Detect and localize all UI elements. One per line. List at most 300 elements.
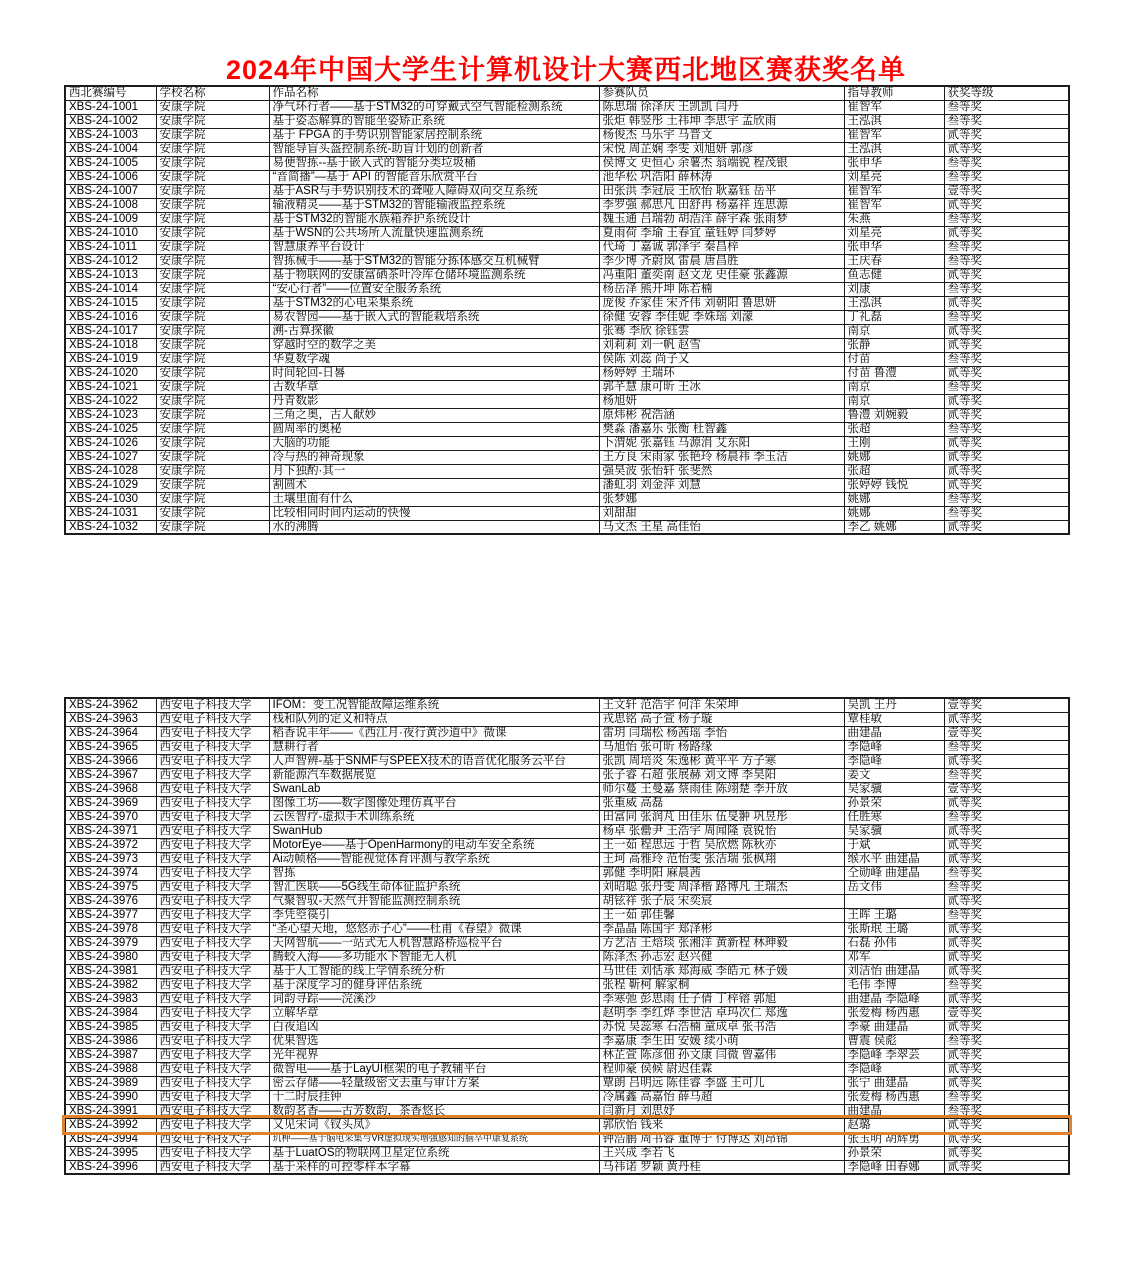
cell-school: 西安电子科技大学 [156,1090,269,1104]
table-row [65,1020,1069,1034]
cell-team-members: 郭芊慧 康可昕 王冰 [599,380,844,394]
table-row [65,894,1069,908]
cell-school: 西安电子科技大学 [156,1020,269,1034]
cell-entry-id: XBS-24-1020 [65,366,156,380]
cell-work-title: 十二时辰挂钟 [269,1090,599,1104]
cell-advisors: 曲建晶 李隐峰 [844,992,944,1006]
cell-entry-id: XBS-24-3975 [65,880,156,894]
table-row [65,754,1069,768]
cell-team-members: 魏玉通 吕瑞勃 胡浩洋 薛宇森 张雨梦 [599,212,844,226]
cell-work-title: 基于 FPGA 的手势识别智能家居控制系统 [269,128,599,142]
table-row [65,310,1069,324]
cell-entry-id: XBS-24-3966 [65,754,156,768]
cell-advisors: 仝勋峰 曲建晶 [844,866,944,880]
cell-advisors: 李隐峰 田春娜 [844,1160,944,1174]
cell-school: 西安电子科技大学 [156,1104,269,1118]
cell-work-title: 栈和队列的定义和特点 [269,712,599,726]
cell-entry-id: XBS-24-1025 [65,422,156,436]
cell-work-title: 净气环行者——基于STM32的可穿戴式空气智能检测系统 [269,100,599,114]
cell-award-level: 贰等奖 [944,478,1069,492]
cell-work-title: 时间轮回-日晷 [269,366,599,380]
cell-work-title: 数韵茗香——古芳数韵，茶香悠长 [269,1104,599,1118]
cell-school: 西安电子科技大学 [156,810,269,824]
cell-work-title: 稻香说丰年——《西江月·夜行黄沙道中》微课 [269,726,599,740]
cell-work-title: 水的沸腾 [269,520,599,534]
table-row [65,838,1069,852]
cell-award-level: 贰等奖 [944,712,1069,726]
cell-advisors: 覃桂敏 [844,712,944,726]
cell-team-members: 王一茹 程思远 于哲 吴欣燃 陈秋亦 [599,838,844,852]
table-row [65,1048,1069,1062]
cell-work-title: 溯-古算探徽 [269,324,599,338]
cell-school: 西安电子科技大学 [156,950,269,964]
cell-advisors: 姚娜 [844,450,944,464]
cell-work-title: 输液精灵——基于STM32的智能输液监控系统 [269,198,599,212]
table-row [65,1104,1069,1118]
table-row [65,1160,1069,1174]
cell-entry-id: XBS-24-3992 [65,1118,156,1132]
table-row [65,810,1069,824]
cell-advisors: 张爱梅 杨西惠 [844,1006,944,1020]
cell-school: 西安电子科技大学 [156,824,269,838]
cell-work-title: “音简播”—基于 API 的智能音乐欣赏平台 [269,170,599,184]
cell-award-level: 壹等奖 [944,1006,1069,1020]
cell-award-level: 叁等奖 [944,310,1069,324]
cell-award-level: 贰等奖 [944,1076,1069,1090]
cell-entry-id: XBS-24-1017 [65,324,156,338]
cell-entry-id: XBS-24-1015 [65,296,156,310]
cell-team-members: 胡铉祥 张子辰 宋奕宸 [599,894,844,908]
cell-entry-id: XBS-24-1010 [65,226,156,240]
cell-entry-id: XBS-24-1019 [65,352,156,366]
cell-school: 安康学院 [156,436,269,450]
cell-work-title: 密云存储——轻量级密文去重与审计方案 [269,1076,599,1090]
cell-award-level: 贰等奖 [944,1132,1069,1146]
table-row [65,114,1069,128]
table-row [65,352,1069,366]
cell-award-level: 叁等奖 [944,254,1069,268]
cell-award-level: 叁等奖 [944,100,1069,114]
cell-award-level: 贰等奖 [944,394,1069,408]
cell-entry-id: XBS-24-3964 [65,726,156,740]
cell-award-level: 叁等奖 [944,908,1069,922]
cell-work-title: 人声智辨-基于SNMF与SPEEX技术的语音优化服务云平台 [269,754,599,768]
table-row [65,478,1069,492]
cell-entry-id: XBS-24-3968 [65,782,156,796]
cell-work-title: 比较相同时间内运动的快慢 [269,506,599,520]
cell-advisors: 张婷婷 钱悦 [844,478,944,492]
cell-work-title: 基于LuatOS的物联网卫星定位系统 [269,1146,599,1160]
column-header: 获奖等级 [944,86,1069,100]
cell-school: 西安电子科技大学 [156,964,269,978]
cell-team-members: 钟浩鹏 周书睿 董博于 付博达 刘昂锦 [599,1132,844,1146]
table-row [65,324,1069,338]
cell-school: 西安电子科技大学 [156,1160,269,1174]
cell-advisors: 南京 [844,380,944,394]
cell-school: 安康学院 [156,408,269,422]
cell-award-level: 壹等奖 [944,184,1069,198]
cell-school: 西安电子科技大学 [156,1006,269,1020]
cell-advisors: 赵璐 [844,1118,944,1132]
cell-advisors: 付苗 [844,352,944,366]
cell-award-level: 叁等奖 [944,1104,1069,1118]
cell-team-members: 杨旭妍 [599,394,844,408]
cell-school: 安康学院 [156,310,269,324]
table-row [65,212,1069,226]
cell-school: 安康学院 [156,254,269,268]
cell-team-members: 马世佳 刘恬承 郑海威 李皓元 林子媛 [599,964,844,978]
cell-school: 安康学院 [156,184,269,198]
cell-school: 安康学院 [156,464,269,478]
cell-entry-id: XBS-24-3987 [65,1048,156,1062]
cell-team-members: 刘甜甜 [599,506,844,520]
cell-school: 西安电子科技大学 [156,796,269,810]
column-header: 西北赛编号 [65,86,156,100]
cell-school: 安康学院 [156,282,269,296]
table-row [65,394,1069,408]
cell-school: 西安电子科技大学 [156,1118,269,1132]
cell-entry-id: XBS-24-3983 [65,992,156,1006]
cell-entry-id: XBS-24-1003 [65,128,156,142]
cell-advisors: 张爱梅 杨西惠 [844,1090,944,1104]
cell-school: 西安电子科技大学 [156,1076,269,1090]
cell-school: 西安电子科技大学 [156,1146,269,1160]
cell-advisors: 姜文 [844,768,944,782]
cell-award-level: 贰等奖 [944,1048,1069,1062]
awards-table-ankang [64,85,1070,535]
cell-school: 安康学院 [156,114,269,128]
cell-advisors: 张玉明 胡辉勇 [844,1132,944,1146]
cell-school: 安康学院 [156,492,269,506]
cell-work-title: 基于STM32的智能水族箱养护系统设计 [269,212,599,226]
cell-school: 安康学院 [156,338,269,352]
cell-team-members: 程帅豪 侯候 尉迟佳霖 [599,1062,844,1076]
cell-school: 安康学院 [156,198,269,212]
cell-advisors: 刘星亮 [844,226,944,240]
cell-work-title: 气聚智驭-天然气井智能监测控制系统 [269,894,599,908]
cell-award-level: 贰等奖 [944,838,1069,852]
cell-school: 西安电子科技大学 [156,726,269,740]
cell-entry-id: XBS-24-3991 [65,1104,156,1118]
cell-team-members: 潘虹羽 刘金萍 刘慧 [599,478,844,492]
cell-work-title: 词韵寻踪——浣溪沙 [269,992,599,1006]
cell-team-members: 王方良 宋雨家 张艳玲 杨晨祎 李玉洁 [599,450,844,464]
cell-advisors: 吴凯 王丹 [844,698,944,712]
cell-entry-id: XBS-24-3982 [65,978,156,992]
cell-team-members: 卜渭妮 张嘉钰 马源涓 艾东阳 [599,436,844,450]
cell-school: 西安电子科技大学 [156,1062,269,1076]
cell-advisors: 曹震 侯彪 [844,1034,944,1048]
cell-award-level: 叁等奖 [944,768,1069,782]
cell-award-level: 壹等奖 [944,698,1069,712]
cell-entry-id: XBS-24-1032 [65,520,156,534]
cell-team-members: 冷属鑫 高嘉怡 薛马超 [599,1090,844,1104]
cell-team-members: 李晶晶 陈国宇 郑泽彬 [599,922,844,936]
table-row [65,422,1069,436]
cell-award-level: 贰等奖 [944,796,1069,810]
cell-entry-id: XBS-24-1013 [65,268,156,282]
cell-team-members: 杨岳泽 熊开坤 陈若楠 [599,282,844,296]
cell-entry-id: XBS-24-1028 [65,464,156,478]
table-row [65,240,1069,254]
cell-entry-id: XBS-24-3969 [65,796,156,810]
cell-team-members: 张子睿 石超 张展赫 刘文博 李昊阳 [599,768,844,782]
cell-award-level: 叁等奖 [944,282,1069,296]
cell-school: 安康学院 [156,296,269,310]
cell-award-level: 贰等奖 [944,1146,1069,1160]
cell-entry-id: XBS-24-3962 [65,698,156,712]
cell-award-level: 贰等奖 [944,950,1069,964]
cell-work-title: 土壤里面有什么 [269,492,599,506]
cell-award-level: 贰等奖 [944,338,1069,352]
cell-school: 安康学院 [156,268,269,282]
cell-work-title: 三角之奥，古人献妙 [269,408,599,422]
table-row [65,254,1069,268]
table-row [65,296,1069,310]
cell-advisors: 姚娜 [844,492,944,506]
cell-work-title: SwanHub [269,824,599,838]
table-row [65,170,1069,184]
cell-team-members: 张梦娜 [599,492,844,506]
cell-award-level: 贰等奖 [944,520,1069,534]
cell-school: 西安电子科技大学 [156,908,269,922]
cell-advisors: 刘洁怡 曲建晶 [844,964,944,978]
cell-work-title: 新能源汽车数据展览 [269,768,599,782]
cell-entry-id: XBS-24-1027 [65,450,156,464]
cell-entry-id: XBS-24-1007 [65,184,156,198]
cell-advisors: 崔智军 [844,184,944,198]
column-header: 学校名称 [156,86,269,100]
cell-advisors: 崔智军 [844,198,944,212]
cell-work-title: 智慧康养平台设计 [269,240,599,254]
cell-advisors: 缑水平 曲建晶 [844,852,944,866]
cell-advisors: 鲁澧 刘婉毅 [844,408,944,422]
cell-advisors: 鱼志健 [844,268,944,282]
cell-award-level: 贰等奖 [944,436,1069,450]
cell-team-members: 王一茹 郭佳馨 [599,908,844,922]
cell-work-title: 李凭箜篌引 [269,908,599,922]
table-row [65,464,1069,478]
cell-team-members: 李少博 齐蔚岚 雷晨 唐昌胜 [599,254,844,268]
cell-team-members: 田张洪 李冠辰 王欣怡 耿嘉钰 岳平 [599,184,844,198]
cell-work-title: “安心行者”——位置安全服务系统 [269,282,599,296]
cell-school: 安康学院 [156,366,269,380]
cell-advisors: 吴家骥 [844,782,944,796]
cell-team-members: 张炬 韩竖彤 土祎坤 李思宇 孟欣雨 [599,114,844,128]
cell-award-level: 贰等奖 [944,198,1069,212]
cell-team-members: 马旭怡 张可昕 杨路缘 [599,740,844,754]
cell-work-title: 丹青数影 [269,394,599,408]
cell-entry-id: XBS-24-1011 [65,240,156,254]
cell-award-level: 贰等奖 [944,964,1069,978]
table-row [65,282,1069,296]
cell-award-level: 叁等奖 [944,740,1069,754]
cell-school: 安康学院 [156,450,269,464]
page-title: 2024年中国大学生计算机设计大赛西北地区赛获奖名单 [225,55,907,85]
cell-school: 西安电子科技大学 [156,782,269,796]
table-row [65,978,1069,992]
column-header: 参赛队员 [599,86,844,100]
table-row [65,1034,1069,1048]
table-row [65,1090,1069,1104]
cell-team-members: 宋悦 周芷娴 李雯 刘旭妍 郭彦 [599,142,844,156]
cell-entry-id: XBS-24-3988 [65,1062,156,1076]
table-row [65,824,1069,838]
cell-award-level: 叁等奖 [944,866,1069,880]
table-row [65,964,1069,978]
cell-award-level: 叁等奖 [944,810,1069,824]
cell-work-title: 基于物联网的安康富硒茶叶冷库仓储环境监测系统 [269,268,599,282]
cell-advisors: 孙景荣 [844,796,944,810]
table-row [65,726,1069,740]
cell-advisors: 南京 [844,324,944,338]
cell-school: 西安电子科技大学 [156,852,269,866]
cell-award-level: 贰等奖 [944,824,1069,838]
table-row [65,226,1069,240]
awards-table-xidian [64,697,1070,1175]
table-row [65,100,1069,114]
cell-school: 西安电子科技大学 [156,978,269,992]
column-header: 指导教师 [844,86,944,100]
cell-work-title: 圆周率的奥秘 [269,422,599,436]
cell-entry-id: XBS-24-3995 [65,1146,156,1160]
table-row [65,992,1069,1006]
cell-work-title: Ai动帧格——智能视觉体育评测与教学系统 [269,852,599,866]
cell-advisors: 李隐峰 [844,1062,944,1076]
cell-advisors: 王泓淇 [844,142,944,156]
cell-team-members: 覃朗 吕明远 陈佳睿 李盛 王可儿 [599,1076,844,1090]
cell-entry-id: XBS-24-1002 [65,114,156,128]
cell-team-members: 张重威 高磊 [599,796,844,810]
cell-award-level: 贰等奖 [944,754,1069,768]
cell-advisors: 邓军 [844,950,944,964]
cell-team-members: 张骞 李欣 徐钰雲 [599,324,844,338]
cell-team-members: 杨卓 张罍尹 王浩宇 周闻隆 袁锐怡 [599,824,844,838]
cell-award-level: 叁等奖 [944,880,1069,894]
cell-school: 安康学院 [156,142,269,156]
cell-entry-id: XBS-24-1008 [65,198,156,212]
cell-work-title: 冷与热的神奇现象 [269,450,599,464]
cell-entry-id: XBS-24-3971 [65,824,156,838]
cell-entry-id: XBS-24-3990 [65,1090,156,1104]
cell-work-title: 基于采样的可控零样本字幕 [269,1160,599,1174]
cell-award-level: 贰等奖 [944,1118,1069,1132]
cell-team-members: 张凯 周培炎 朱逸彬 黄平平 方子寒 [599,754,844,768]
cell-work-title: 天网智航——一站式无人机智慧路桥巡检平台 [269,936,599,950]
cell-advisors: 朱燕 [844,212,944,226]
cell-work-title: SwanLab [269,782,599,796]
table-row [65,1062,1069,1076]
table-row [65,366,1069,380]
cell-work-title: 微智电——基于LayUI框架的电子教辅平台 [269,1062,599,1076]
cell-advisors: 南京 [844,394,944,408]
cell-school: 西安电子科技大学 [156,740,269,754]
cell-entry-id: XBS-24-3981 [65,964,156,978]
table-row [65,950,1069,964]
cell-school: 西安电子科技大学 [156,1034,269,1048]
cell-school: 西安电子科技大学 [156,712,269,726]
cell-team-members: 戎思铭 高子萱 杨子璇 [599,712,844,726]
cell-work-title: 白夜追凶 [269,1020,599,1034]
cell-team-members: 夏雨荷 李瑜 王春宜 童钰婷 闫梦婷 [599,226,844,240]
cell-award-level: 贰等奖 [944,1160,1069,1174]
cell-school: 西安电子科技大学 [156,768,269,782]
cell-award-level: 叁等奖 [944,978,1069,992]
cell-entry-id: XBS-24-3980 [65,950,156,964]
cell-school: 安康学院 [156,506,269,520]
cell-award-level: 贰等奖 [944,142,1069,156]
cell-team-members: 樊淼 潘嘉乐 张衡 杜智鑫 [599,422,844,436]
cell-team-members: 闫新月 刘思妤 [599,1104,844,1118]
cell-award-level: 贰等奖 [944,128,1069,142]
cell-school: 安康学院 [156,478,269,492]
cell-award-level: 贰等奖 [944,1062,1069,1076]
cell-team-members: 冯重阳 董奕南 赵文龙 史佳豪 张鑫源 [599,268,844,282]
cell-work-title: 立解华章 [269,1006,599,1020]
cell-work-title: MotorEye——基于OpenHarmony的电动车安全系统 [269,838,599,852]
cell-advisors: 王泓淇 [844,296,944,310]
cell-entry-id: XBS-24-3989 [65,1076,156,1090]
cell-team-members: 赵明李 李红烨 李世洁 卓玛次仁 郑逸 [599,1006,844,1020]
table-row [65,506,1069,520]
cell-advisors: 张宁 曲建晶 [844,1076,944,1090]
cell-entry-id: XBS-24-3965 [65,740,156,754]
cell-school: 安康学院 [156,324,269,338]
cell-work-title: 光年视界 [269,1048,599,1062]
cell-entry-id: XBS-24-3978 [65,922,156,936]
cell-team-members: 李嘉康 李生田 安媛 续小萌 [599,1034,844,1048]
cell-award-level: 叁等奖 [944,156,1069,170]
cell-school: 安康学院 [156,170,269,184]
cell-entry-id: XBS-24-1005 [65,156,156,170]
cell-entry-id: XBS-24-3972 [65,838,156,852]
table-row [65,712,1069,726]
cell-work-title: 智汇医联——5G线生命体征监护系统 [269,880,599,894]
cell-team-members: 庞俊 乔家佳 宋齐伟 刘朝阳 鲁思妍 [599,296,844,310]
highlighted-row [65,1118,1069,1132]
cell-entry-id: XBS-24-3973 [65,852,156,866]
cell-school: 西安电子科技大学 [156,992,269,1006]
cell-team-members: 杨婷婷 王瑞环 [599,366,844,380]
table-row [65,922,1069,936]
table-row [65,520,1069,534]
cell-entry-id: XBS-24-3984 [65,1006,156,1020]
cell-entry-id: XBS-24-1006 [65,170,156,184]
cell-advisors: 张超 [844,422,944,436]
cell-advisors: 付苗 鲁澧 [844,366,944,380]
cell-team-members: 王文轩 范浩宇 何洋 朱荣坤 [599,698,844,712]
table-row [65,852,1069,866]
cell-entry-id: XBS-24-1023 [65,408,156,422]
table-row [65,936,1069,950]
cell-award-level: 叁等奖 [944,1034,1069,1048]
cell-team-members: 方艺洁 王焙琰 张湘洋 黄新程 林珅毅 [599,936,844,950]
cell-school: 安康学院 [156,128,269,142]
cell-team-members: 侯陈 刘蕊 尚子又 [599,352,844,366]
cell-advisors: 曲建晶 [844,726,944,740]
cell-advisors: 李隐峰 [844,754,944,768]
cell-entry-id: XBS-24-1021 [65,380,156,394]
cell-advisors: 李隐峰 李翠芸 [844,1048,944,1062]
table-row [65,142,1069,156]
cell-school: 安康学院 [156,212,269,226]
table-row [65,880,1069,894]
cell-advisors: 姚娜 [844,506,944,520]
cell-award-level: 贰等奖 [944,922,1069,936]
table-row [65,1146,1069,1160]
cell-school: 安康学院 [156,156,269,170]
cell-award-level: 叁等奖 [944,170,1069,184]
